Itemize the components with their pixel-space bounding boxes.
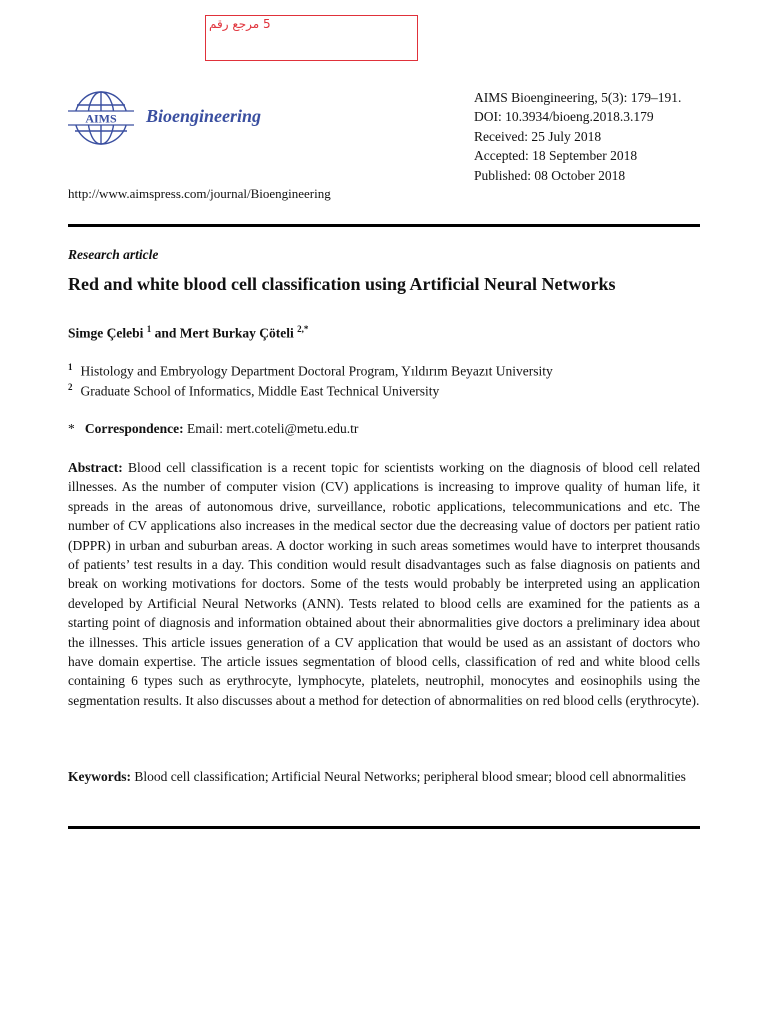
abstract [68,458,700,710]
received-date: Received: 25 July 2018 [474,128,602,144]
article-type: Research article [68,247,159,262]
affiliation-2 [68,382,439,400]
annotation-text: 5 مرجع رقم [209,17,271,31]
affiliation-1-text: Histology and Embryology Department Doctoral Program, Yıldırım Beyazıt University [80,363,553,379]
author-1: Simge Çelebi [68,325,144,341]
publication-meta [474,88,681,185]
published-date: Published: 08 October 2018 [474,167,626,183]
correspondence [68,421,358,437]
abstract-text: Blood cell classification is a recent topic for scientists working on the diagnosis of blood cell related illnesses. As the number of computer vision (CV) applications is increasing to improve quality of human life, it spreads in the areas of autonomous drive, surveillance, robotic applications, telecommunications and etc. The number of CV applications also increases in the medical sector due the decreasing value of doctors per patient ratio (DPPR) in urban and suburban areas. A doctor working in such areas sometimes would have to interpret thousands of patients’ test results in a day. This condition would result disadvantages such as false diagnosis on patients and break on working motivations for doctors. Some of the tests would probably be interpreted using an application developed by Artificial Neural Networks (ANN). Tests related to blood cells are examined for the patients as a starting point of diagnosis and information obtained about their abnormalities give doctors a preliminary idea about the illnesses. This article issues generation of a CV application that would be used as an assistant of doctors who have domain expertise. The article issues segmentation of blood cells, classification of red and white blood cells containing 6 types such as erythrocyte, lymphocyte, platelets, neutrophil, monocytes and eosinophils using the segmentation results. It also discusses about a method for detection of abnormalities on red blood cells (erythrocyte). [68,460,701,708]
correspondence-marker: * [68,421,75,436]
affiliation-1-number: 1 [68,362,73,372]
correspondence-email: Email: mert.coteli@metu.edu.tr [187,421,359,436]
abstract-label: Abstract: [68,460,123,475]
keywords-label: Keywords: [68,769,131,784]
journal-url-link[interactable]: http://www.aimspress.com/journal/Bioengineering [68,186,331,201]
author-line [68,324,308,342]
journal-name: Bioengineering [146,106,262,126]
accepted-date: Accepted: 18 September 2018 [474,148,638,164]
header-divider [68,224,700,227]
logo-text: AIMS [85,111,117,126]
aims-globe-logo-icon [68,90,134,146]
author-1-affiliation: 1 [146,324,152,334]
author-2-affiliation: 2,* [297,324,309,334]
affiliation-2-text: Graduate School of Informatics, Middle East Technical University [80,383,440,399]
correspondence-label: Correspondence: [84,421,184,436]
doi: DOI: 10.3934/bioeng.2018.3.179 [474,109,654,125]
keywords [68,767,700,786]
citation: AIMS Bioengineering, 5(3): 179–191. [474,90,682,105]
author-2: Mert Burkay Çöteli [179,325,294,341]
article-title: Red and white blood cell classification using Artificial Neural Networks [68,274,616,294]
annotation-box [205,15,418,61]
author-joiner: and [154,325,177,341]
affiliation-2-number: 2 [68,382,73,392]
keywords-text: Blood cell classification; Artificial Neural Networks; peripheral blood smear; blood cell abnormalities [134,769,686,784]
abstract-divider [68,826,700,829]
affiliation-1 [68,362,553,380]
